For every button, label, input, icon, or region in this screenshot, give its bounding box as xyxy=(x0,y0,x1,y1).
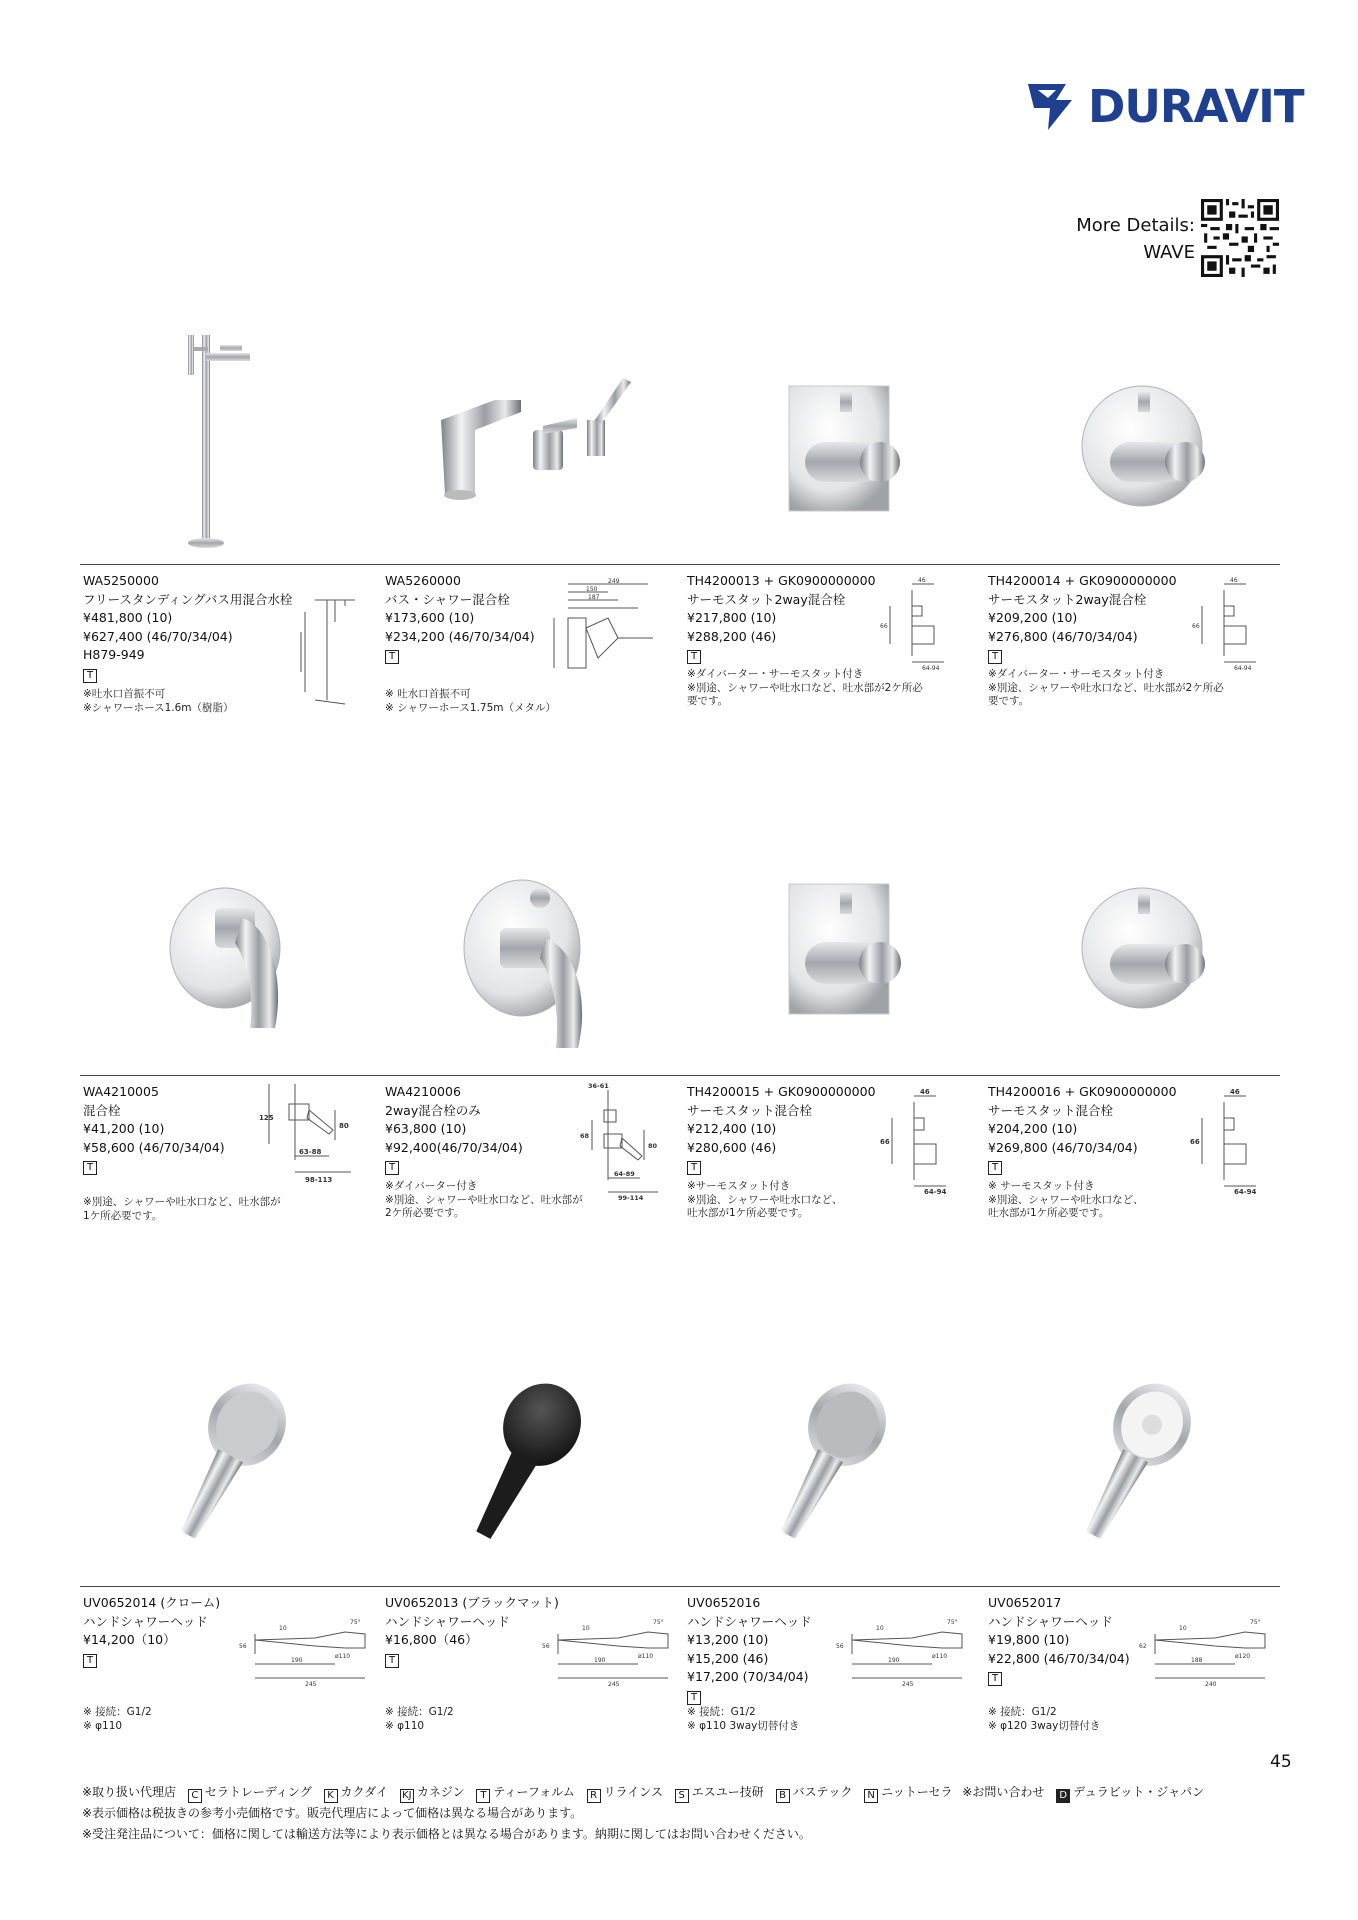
duravit-bird-icon xyxy=(1026,78,1086,136)
dim-label: 62 xyxy=(1139,1643,1147,1650)
agent-badge: B xyxy=(776,1789,790,1803)
product-price: ¥17,200 (70/34/04) xyxy=(687,1669,809,1685)
dim-label: 245 xyxy=(902,1681,914,1688)
dim-label: 80 xyxy=(339,1122,349,1130)
inquiry-label: ※お問い合わせ xyxy=(962,1785,1045,1799)
dim-label: 46 xyxy=(918,577,926,584)
product-image-thermostat-square xyxy=(785,382,905,517)
product-notes xyxy=(385,1180,583,1221)
product-code: UV0652017 xyxy=(988,1595,1062,1610)
product-name: サーモスタット混合栓 xyxy=(988,1102,1114,1118)
dim-label: 75° xyxy=(1250,1619,1261,1626)
dim-label: 10 xyxy=(279,1625,287,1632)
dim-label: 64-94 xyxy=(1234,665,1252,671)
dim-label: 64-94 xyxy=(922,665,940,671)
product-code: TH4200014 + GK0900000000 xyxy=(988,573,1177,588)
note-line: ※ φ110 3way切替付き xyxy=(687,1719,800,1732)
product-notes xyxy=(83,1196,281,1223)
product-image-freestanding xyxy=(180,325,270,555)
agent-badge: T xyxy=(83,669,97,683)
dim-label: 190 xyxy=(291,1657,303,1664)
product-name: ハンドシャワーヘッド xyxy=(988,1613,1113,1629)
product-info xyxy=(988,1083,1177,1176)
product-price: ¥173,600 (10) xyxy=(385,610,475,626)
dim-label: 190 xyxy=(888,1657,900,1664)
agent-badge: R xyxy=(587,1789,601,1803)
dim-label: 66 xyxy=(1192,623,1200,630)
note-line: ※ φ110 xyxy=(385,1719,425,1732)
dimension-drawing xyxy=(878,576,948,671)
note-line: ※ 接続：G1/2 xyxy=(988,1706,1057,1718)
dim-label: 80 xyxy=(648,1142,658,1150)
product-code: UV0652014 (クローム) xyxy=(83,1595,221,1610)
note-line: ※ シャワーホース1.75m（メタル） xyxy=(385,701,557,714)
product-notes xyxy=(988,1180,1144,1221)
dim-label: 64-94 xyxy=(1234,1188,1257,1196)
note-line: ※別途、シャワーや吐水口など、吐水部が xyxy=(385,1193,583,1206)
product-notes xyxy=(83,688,234,715)
dim-label: 66 xyxy=(1190,1138,1200,1146)
product-price: ¥14,200（10） xyxy=(83,1632,176,1648)
agent-name: バステック xyxy=(792,1785,853,1799)
product-info xyxy=(385,1594,559,1668)
product-price: ¥234,200 (46/70/34/04) xyxy=(385,628,535,644)
product-height: H879-949 xyxy=(83,647,145,663)
row-divider xyxy=(80,564,1280,565)
agent-badge: T xyxy=(988,1161,1002,1175)
product-code: WA5250000 xyxy=(83,573,159,588)
product-info xyxy=(988,1594,1130,1687)
agent-badge: S xyxy=(675,1789,689,1803)
dim-label: 10 xyxy=(582,1625,590,1632)
product-price: ¥212,400 (10) xyxy=(687,1121,777,1137)
note-line: ※別途、シャワーや吐水口など、吐水部が xyxy=(83,1196,281,1208)
dimension-drawing xyxy=(880,1088,950,1198)
dim-label: 10 xyxy=(876,1625,884,1632)
product-price: ¥63,800 (10) xyxy=(385,1121,467,1137)
product-image-2way-mixer xyxy=(460,848,600,1058)
product-notes xyxy=(385,1706,454,1733)
agents-label: ※取り扱い代理店 xyxy=(82,1785,177,1799)
note-line: ※ダイバーター付き xyxy=(385,1180,478,1192)
agent-badge: T xyxy=(385,1654,399,1668)
product-price: ¥41,200 (10) xyxy=(83,1121,165,1137)
dim-label: 56 xyxy=(836,1643,844,1650)
note-line: ※ダイバーター・サーモスタット付き xyxy=(988,668,1165,680)
product-image-hand-shower-black xyxy=(455,1378,595,1558)
agent-name: カクダイ xyxy=(340,1785,389,1799)
product-price: ¥276,800 (46/70/34/04) xyxy=(988,628,1138,644)
agent-badge: N xyxy=(864,1789,878,1803)
note-line: 要です。 xyxy=(687,695,729,707)
note-line: ※吐水口首振不可 xyxy=(83,688,166,700)
agent-badge: T xyxy=(83,1161,97,1175)
product-image-single-mixer xyxy=(165,848,295,1038)
note-line: ※ φ110 xyxy=(83,1719,123,1732)
dim-label: ø110 xyxy=(932,1653,948,1660)
dimension-drawing xyxy=(578,1080,673,1205)
product-notes xyxy=(83,1706,152,1733)
product-notes xyxy=(687,1706,799,1733)
note-line: ※ サーモスタット付き xyxy=(988,1180,1095,1192)
product-name: バス・シャワー混合栓 xyxy=(385,591,510,607)
note-line: 要です。 xyxy=(988,695,1030,707)
note-line: ※別途、シャワーや吐水口など、吐水部が2ケ所必 xyxy=(988,681,1224,694)
product-notes xyxy=(687,668,923,709)
product-notes xyxy=(988,668,1224,709)
dimension-drawing xyxy=(1135,1614,1270,1689)
product-price: ¥16,800（46） xyxy=(385,1632,478,1648)
agent-badge: K xyxy=(324,1789,338,1803)
agent-name: ニットーセラ xyxy=(881,1785,953,1799)
note-line: 吐水部が1ケ所必要です。 xyxy=(687,1207,809,1219)
agent-badge: T xyxy=(687,1691,701,1705)
note-line: ※サーモスタット付き xyxy=(687,1180,791,1192)
product-price: ¥204,200 (10) xyxy=(988,1121,1078,1137)
product-code: WA4210005 xyxy=(83,1084,159,1099)
dim-label: 150 xyxy=(586,586,598,593)
agent-badge: T xyxy=(988,1672,1002,1686)
product-name: 2way混合栓のみ xyxy=(385,1102,481,1118)
note-line: ※ 吐水口首振不可 xyxy=(385,688,471,700)
agent-badge: D xyxy=(1056,1789,1070,1803)
product-price: ¥22,800 (46/70/34/04) xyxy=(988,1650,1130,1666)
agent-name: セラトレーディング xyxy=(204,1785,312,1799)
dimension-drawing xyxy=(832,1614,967,1689)
note-line: 1ケ所必要です。 xyxy=(83,1209,163,1222)
dim-label: ø120 xyxy=(1235,1653,1251,1660)
product-price: ¥15,200 (46) xyxy=(687,1650,769,1666)
dim-label: 98-113 xyxy=(305,1176,333,1184)
product-info xyxy=(687,1594,812,1706)
dim-label: 75° xyxy=(947,1619,958,1626)
dim-label: ø110 xyxy=(335,1653,351,1660)
row-divider xyxy=(80,1075,1280,1076)
note-line: ※ 接続：G1/2 xyxy=(83,1706,152,1718)
product-name: サーモスタット2way混合栓 xyxy=(687,591,846,607)
more-details-label: More Details: xyxy=(1076,215,1195,236)
more-details xyxy=(1076,212,1195,266)
product-info xyxy=(385,572,535,665)
product-image-thermostat-round xyxy=(1080,378,1210,513)
product-name: ハンドシャワーヘッド xyxy=(83,1613,208,1629)
product-price: ¥13,200 (10) xyxy=(687,1632,769,1648)
dim-label: 240 xyxy=(1205,1681,1217,1688)
product-notes xyxy=(988,1706,1100,1733)
qr-code-icon[interactable] xyxy=(1201,199,1279,277)
dim-label: 46 xyxy=(920,1088,930,1096)
product-info xyxy=(83,572,292,684)
note-line: 吐水部が1ケ所必要です。 xyxy=(988,1207,1110,1219)
product-code: TH4200013 + GK0900000000 xyxy=(687,573,876,588)
dim-label: 99-114 xyxy=(618,1194,644,1202)
dim-label: ø110 xyxy=(638,1653,654,1660)
dim-label: 249 xyxy=(608,578,620,585)
agent-badge: T xyxy=(83,1654,97,1668)
agent-name: リラインス xyxy=(603,1785,663,1799)
dimension-drawing xyxy=(255,1080,355,1190)
dim-label: 187 xyxy=(588,594,600,601)
product-notes xyxy=(385,688,556,715)
product-price: ¥92,400(46/70/34/04) xyxy=(385,1139,523,1155)
duravit-logo xyxy=(1026,78,1304,136)
agent-badge: T xyxy=(476,1789,490,1803)
product-info xyxy=(83,1594,220,1668)
note-line: ※別途、シャワーや吐水口など、 xyxy=(988,1193,1144,1206)
agents-line xyxy=(82,1782,1204,1803)
dim-label: 125 xyxy=(259,1114,274,1122)
note-line: 2ケ所必要です。 xyxy=(385,1207,465,1219)
note-line: ※別途、シャワーや吐水口など、吐水部が2ケ所必 xyxy=(687,681,923,694)
product-price: ¥481,800 (10) xyxy=(83,610,173,626)
product-code: WA4210006 xyxy=(385,1084,461,1099)
order-note: ※受注発注品について：価格に関しては輸送方法等により表示価格とは異なる場合があります。納期に関してはお問い合わせください。 xyxy=(82,1826,811,1841)
dim-label: 66 xyxy=(880,1138,890,1146)
product-price: ¥269,800 (46/70/34/04) xyxy=(988,1139,1138,1155)
dim-label: 75° xyxy=(653,1619,664,1626)
row-divider xyxy=(80,1586,1280,1587)
dim-label: 66 xyxy=(880,623,888,630)
note-line: ※ 接続：G1/2 xyxy=(687,1706,756,1718)
agent-name: ティーフォルム xyxy=(493,1785,575,1799)
product-info xyxy=(385,1083,523,1176)
dimension-drawing xyxy=(295,592,380,712)
product-image-hand-shower-chrome xyxy=(160,1378,300,1558)
product-price: ¥209,200 (10) xyxy=(988,610,1078,626)
dim-label: 64-89 xyxy=(614,1170,635,1178)
product-info xyxy=(988,572,1177,665)
dim-label: 68 xyxy=(580,1132,590,1140)
agent-name: カネジン xyxy=(416,1785,465,1799)
product-price: ¥288,200 (46) xyxy=(687,628,777,644)
product-code: UV0652016 xyxy=(687,1595,761,1610)
product-name: ハンドシャワーヘッド xyxy=(385,1613,510,1629)
dim-label: 245 xyxy=(608,1681,620,1688)
dim-label: 56 xyxy=(239,1643,247,1650)
page-number: 45 xyxy=(1270,1752,1292,1772)
product-image-hand-shower-3way xyxy=(760,1378,900,1558)
dim-label: 46 xyxy=(1230,577,1238,584)
dim-label: 75° xyxy=(350,1619,361,1626)
agent-badge: T xyxy=(687,1161,701,1175)
dimension-drawing xyxy=(548,578,658,688)
agent-name: エスユー技研 xyxy=(691,1785,764,1799)
dimension-drawing xyxy=(1190,576,1260,671)
product-price: ¥280,600 (46) xyxy=(687,1139,777,1155)
product-code: TH4200016 + GK0900000000 xyxy=(988,1084,1177,1099)
agent-badge: T xyxy=(988,650,1002,664)
agent-badge: T xyxy=(385,1161,399,1175)
dimension-drawing xyxy=(538,1614,673,1689)
note-line: ※ダイバーター・サーモスタット付き xyxy=(687,668,864,680)
dim-label: 63-88 xyxy=(299,1148,322,1156)
product-info xyxy=(687,1083,876,1176)
product-name: サーモスタット混合栓 xyxy=(687,1102,813,1118)
footer-notes xyxy=(82,1782,1204,1844)
price-note: ※表示価格は税抜きの参考小売価格です。販売代理店によって価格は異なる場合があります。 xyxy=(82,1806,583,1820)
dim-label: 64-94 xyxy=(924,1188,947,1196)
product-info xyxy=(83,1083,225,1176)
agent-badge: T xyxy=(687,650,701,664)
product-price: ¥217,800 (10) xyxy=(687,610,777,626)
dimension-drawing xyxy=(1190,1088,1260,1198)
product-price: ¥58,600 (46/70/34/04) xyxy=(83,1139,225,1155)
note-line: ※ 接続：G1/2 xyxy=(385,1706,454,1718)
product-info xyxy=(687,572,876,665)
dim-label: 245 xyxy=(305,1681,317,1688)
dim-label: 188 xyxy=(1191,1657,1203,1664)
dimension-drawing xyxy=(235,1614,370,1689)
dim-label: 10 xyxy=(1179,1625,1187,1632)
product-notes xyxy=(687,1180,843,1221)
product-image-thermostat-square xyxy=(785,880,905,1020)
product-code: UV0652013 (ブラックマット) xyxy=(385,1595,559,1610)
product-name: ハンドシャワーヘッド xyxy=(687,1613,812,1629)
agent-badge: C xyxy=(188,1789,202,1803)
product-name: サーモスタット2way混合栓 xyxy=(988,591,1147,607)
product-code: TH4200015 + GK0900000000 xyxy=(687,1084,876,1099)
dim-label: 190 xyxy=(594,1657,606,1664)
product-price: ¥627,400 (46/70/34/04) xyxy=(83,628,233,644)
note-line: ※別途、シャワーや吐水口など、 xyxy=(687,1193,843,1206)
logo-wordmark: DURAVIT xyxy=(1088,80,1304,133)
product-code: WA5260000 xyxy=(385,573,461,588)
agent-name: デュラビット・ジャパン xyxy=(1073,1785,1205,1799)
product-image-hand-shower-120 xyxy=(1065,1378,1205,1558)
product-name: フリースタンディングバス用混合水栓 xyxy=(83,591,293,607)
product-image-thermostat-round xyxy=(1080,880,1210,1015)
dim-label: 56 xyxy=(542,1643,550,1650)
note-line: ※シャワーホース1.6m（樹脂） xyxy=(83,701,234,714)
product-name: 混合栓 xyxy=(83,1102,121,1118)
dim-label: 46 xyxy=(1230,1088,1240,1096)
agent-badge: T xyxy=(385,650,399,664)
product-price: ¥19,800 (10) xyxy=(988,1632,1070,1648)
agent-badge: KJ xyxy=(400,1789,414,1803)
dim-label: 36-61 xyxy=(588,1082,609,1090)
note-line: ※ φ120 3way切替付き xyxy=(988,1719,1101,1732)
product-image-bath-mixer xyxy=(435,370,645,510)
more-details-series: WAVE xyxy=(1143,242,1195,263)
